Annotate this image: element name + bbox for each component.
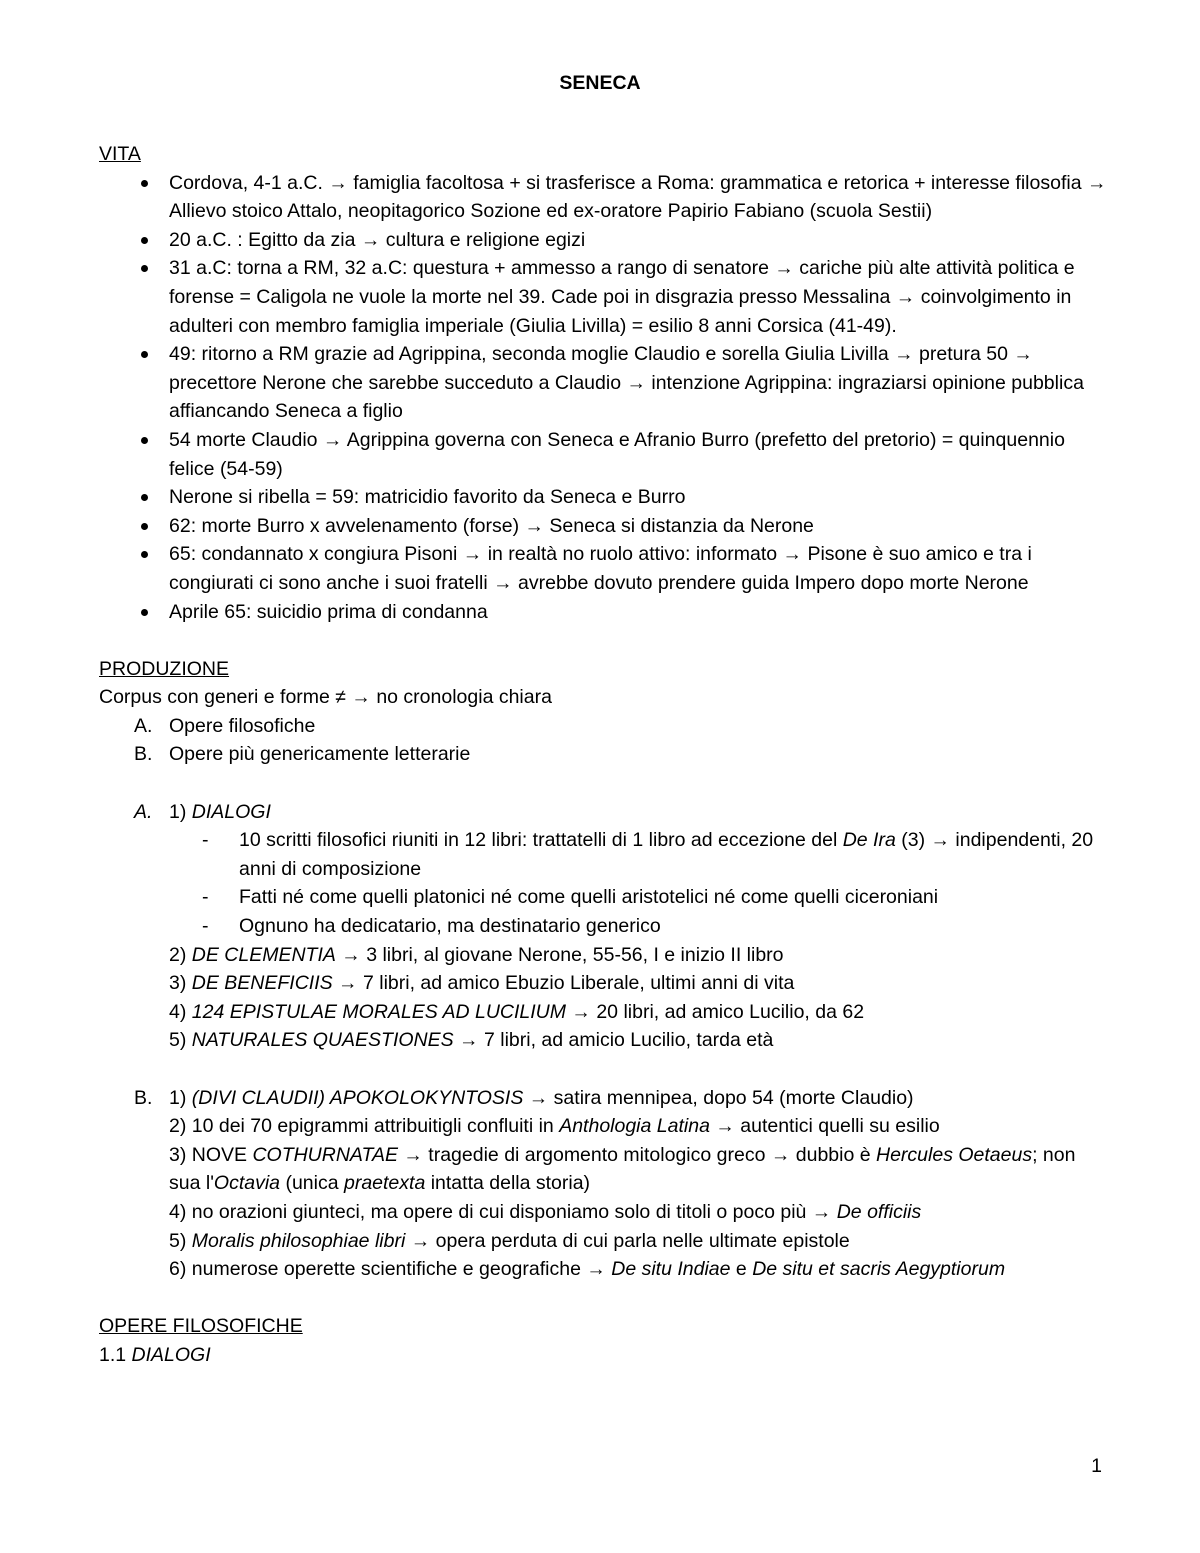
list-item: 20 a.C. : Egitto da zia → cultura e religione egizi xyxy=(99,226,1109,255)
a-item-3 xyxy=(99,969,1109,998)
work-title: 124 EPISTULAE MORALES AD LUCILIUM xyxy=(191,1000,566,1023)
subsection-heading xyxy=(99,1341,1109,1370)
work-title: Octavia xyxy=(213,1172,281,1195)
list-item-a xyxy=(99,712,1109,741)
item-text: → tragedie di argomento mitologico greco → dubbio è xyxy=(397,1143,876,1166)
item-text: 4) no orazioni giunteci, ma opere di cui disponiamo solo di titoli o poco più → xyxy=(169,1200,837,1223)
list-label: B. xyxy=(134,1086,153,1109)
list-item: 31 a.C: torna a RM, 32 a.C: questura + ammesso a rango di senatore → cariche più alte attività politica e forense = Caligola ne vuole la morte nel 39. Cade poi in disgrazia presso Messalina → coinvolgimento in adulteri con membro famiglia imperiale (Giulia Livilla) = esilio 8 anni Corsica (41-49). xyxy=(99,254,1109,340)
item-text: → 20 libri, ad amico Lucilio, da 62 xyxy=(566,1000,865,1023)
a-item-1 xyxy=(99,798,1109,827)
b-item-4 xyxy=(99,1198,1109,1227)
item-number: 1) xyxy=(169,1086,192,1109)
work-title: COTHURNATAE xyxy=(252,1143,398,1166)
item-text: 2) 10 dei 70 epigrammi attribuitigli confluiti in xyxy=(169,1115,560,1138)
work-title: NATURALES QUAESTIONES xyxy=(191,1029,454,1052)
work-title: De situ Indiae xyxy=(611,1258,731,1281)
dash-text: Ognuno ha dedicatario, ma destinatario generico xyxy=(239,915,661,938)
work-title: Moralis philosophiae libri xyxy=(191,1229,406,1252)
work-title: Hercules Oetaeus xyxy=(876,1143,1033,1166)
page-title: SENECA xyxy=(559,72,641,94)
subsection-number: 1.1 xyxy=(99,1343,132,1366)
work-title: De situ et sacris Aegyptiorum xyxy=(752,1258,1006,1281)
a-item-2 xyxy=(99,941,1109,970)
item-text: → 3 libri, al giovane Nerone, 55-56, I e inizio II libro xyxy=(335,943,784,966)
document-body xyxy=(99,140,1109,1370)
item-text: e xyxy=(730,1258,753,1281)
list-text: Opere filosofiche xyxy=(169,714,316,737)
item-text: 6) numerose operette scientifiche e geografiche → xyxy=(169,1258,612,1281)
list-item: 54 morte Claudio → Agrippina governa con Seneca e Afranio Burro (prefetto del pretorio) = quinquennio felice (54-59) xyxy=(99,426,1109,483)
work-title: praetexta xyxy=(343,1172,426,1195)
item-number: 4) xyxy=(169,1000,192,1023)
item-text-rest: intatta della storia) xyxy=(425,1172,591,1195)
list-label: B. xyxy=(134,743,153,766)
item-text: → 7 libri, ad amicio Lucilio, tarda età xyxy=(453,1029,774,1052)
dash-text-rest: (3) → indipendenti, 20 anni di composizione xyxy=(239,829,1094,880)
dash-text: 10 scritti filosofici riuniti in 12 libri: trattatelli di 1 libro ad eccezione del xyxy=(239,829,843,852)
item-text-rest: → autentici quelli su esilio xyxy=(709,1115,940,1138)
item-number: 1) xyxy=(169,800,192,823)
dash-italic: De Ira xyxy=(842,829,896,852)
dash-item: - Fatti né come quelli platonici né come quelli aristotelici né come quelli ciceroniani xyxy=(202,886,939,909)
work-title: DE CLEMENTIA xyxy=(191,943,336,966)
list-label: A. xyxy=(134,800,153,823)
list-item: 62: morte Burro x avvelenamento (forse) → Seneca si distanzia da Nerone xyxy=(99,512,1109,541)
list-label: A. xyxy=(134,714,153,737)
item-text: → 7 libri, ad amico Ebuzio Liberale, ultimi anni di vita xyxy=(332,972,795,995)
list-text: Opere più genericamente letterarie xyxy=(169,743,471,766)
b-item-2 xyxy=(99,1112,1109,1141)
item-text: → satira mennipea, dopo 54 (morte Claudio) xyxy=(523,1086,914,1109)
a-item-4 xyxy=(99,998,1109,1027)
item-number: 2) xyxy=(169,943,192,966)
work-title: DIALOGI xyxy=(191,800,271,823)
section-heading-vita: VITA xyxy=(99,143,141,165)
vita-list xyxy=(99,169,1109,627)
b-item-5 xyxy=(99,1227,1109,1256)
b-item-1 xyxy=(99,1084,1109,1113)
item-number: 5) xyxy=(169,1229,192,1252)
a-item-5 xyxy=(99,1026,1109,1055)
item-text: 3) NOVE xyxy=(169,1143,253,1166)
item-text-rest: → opera perduta di cui parla nelle ultimate epistole xyxy=(405,1229,850,1252)
work-title: De officiis xyxy=(836,1200,922,1223)
dash-item: - 10 scritti filosofici riuniti in 12 libri: trattatelli di 1 libro ad eccezione del De Ira (3) → indipendenti, 20 anni di composizione xyxy=(202,829,1094,880)
list-item-b xyxy=(99,740,1109,769)
page-number: 1 xyxy=(1091,1455,1102,1477)
item-number: 3) xyxy=(169,972,192,995)
item-text: (unica xyxy=(280,1172,344,1195)
item-number: 5) xyxy=(169,1029,192,1052)
dash-item: - Ognuno ha dedicatario, ma destinatario generico xyxy=(202,915,661,938)
list-item: 65: condannato x congiura Pisoni → in realtà no ruolo attivo: informato → Pisone è suo amico e tra i congiurati ci sono anche i suoi fratelli → avrebbe dovuto prendere guida Impero dopo morte Nerone xyxy=(99,540,1109,597)
b-item-6 xyxy=(99,1255,1109,1284)
list-item: 49: ritorno a RM grazie ad Agrippina, seconda moglie Claudio e sorella Giulia Livilla → pretura 50 → precettore Nerone che sarebbe succeduto a Claudio → intenzione Agrippina: ingraziarsi opinione pubblica affiancando Seneca a figlio xyxy=(99,340,1109,426)
list-item: Aprile 65: suicidio prima di condanna xyxy=(99,598,1109,627)
produzione-intro: Corpus con generi e forme ≠ → no cronologia chiara xyxy=(99,686,552,709)
work-title: (DIVI CLAUDII) APOKOLOKYNTOSIS xyxy=(191,1086,524,1109)
work-title: DE BENEFICIIS xyxy=(191,972,333,995)
subsection-title: DIALOGI xyxy=(131,1343,211,1366)
b-item-3 xyxy=(99,1141,1109,1198)
list-item: Nerone si ribella = 59: matricidio favorito da Seneca e Burro xyxy=(99,483,1109,512)
list-item: Cordova, 4-1 a.C. → famiglia facoltosa + si trasferisce a Roma: grammatica e retorica + interesse filosofia → Allievo stoico Attalo, neopitagorico Sozione ed ex-oratore Papirio Fabiano (scuola Sestii) xyxy=(99,169,1109,226)
section-heading-produzione: PRODUZIONE xyxy=(99,657,230,680)
item-text: ; non sua l' xyxy=(169,1143,1076,1195)
work-title: Anthologia Latina xyxy=(559,1115,710,1138)
dash-text: Fatti né come quelli platonici né come quelli aristotelici né come quelli ciceroniani xyxy=(239,886,939,909)
section-heading-opere-filosofiche: OPERE FILOSOFICHE xyxy=(99,1315,303,1338)
